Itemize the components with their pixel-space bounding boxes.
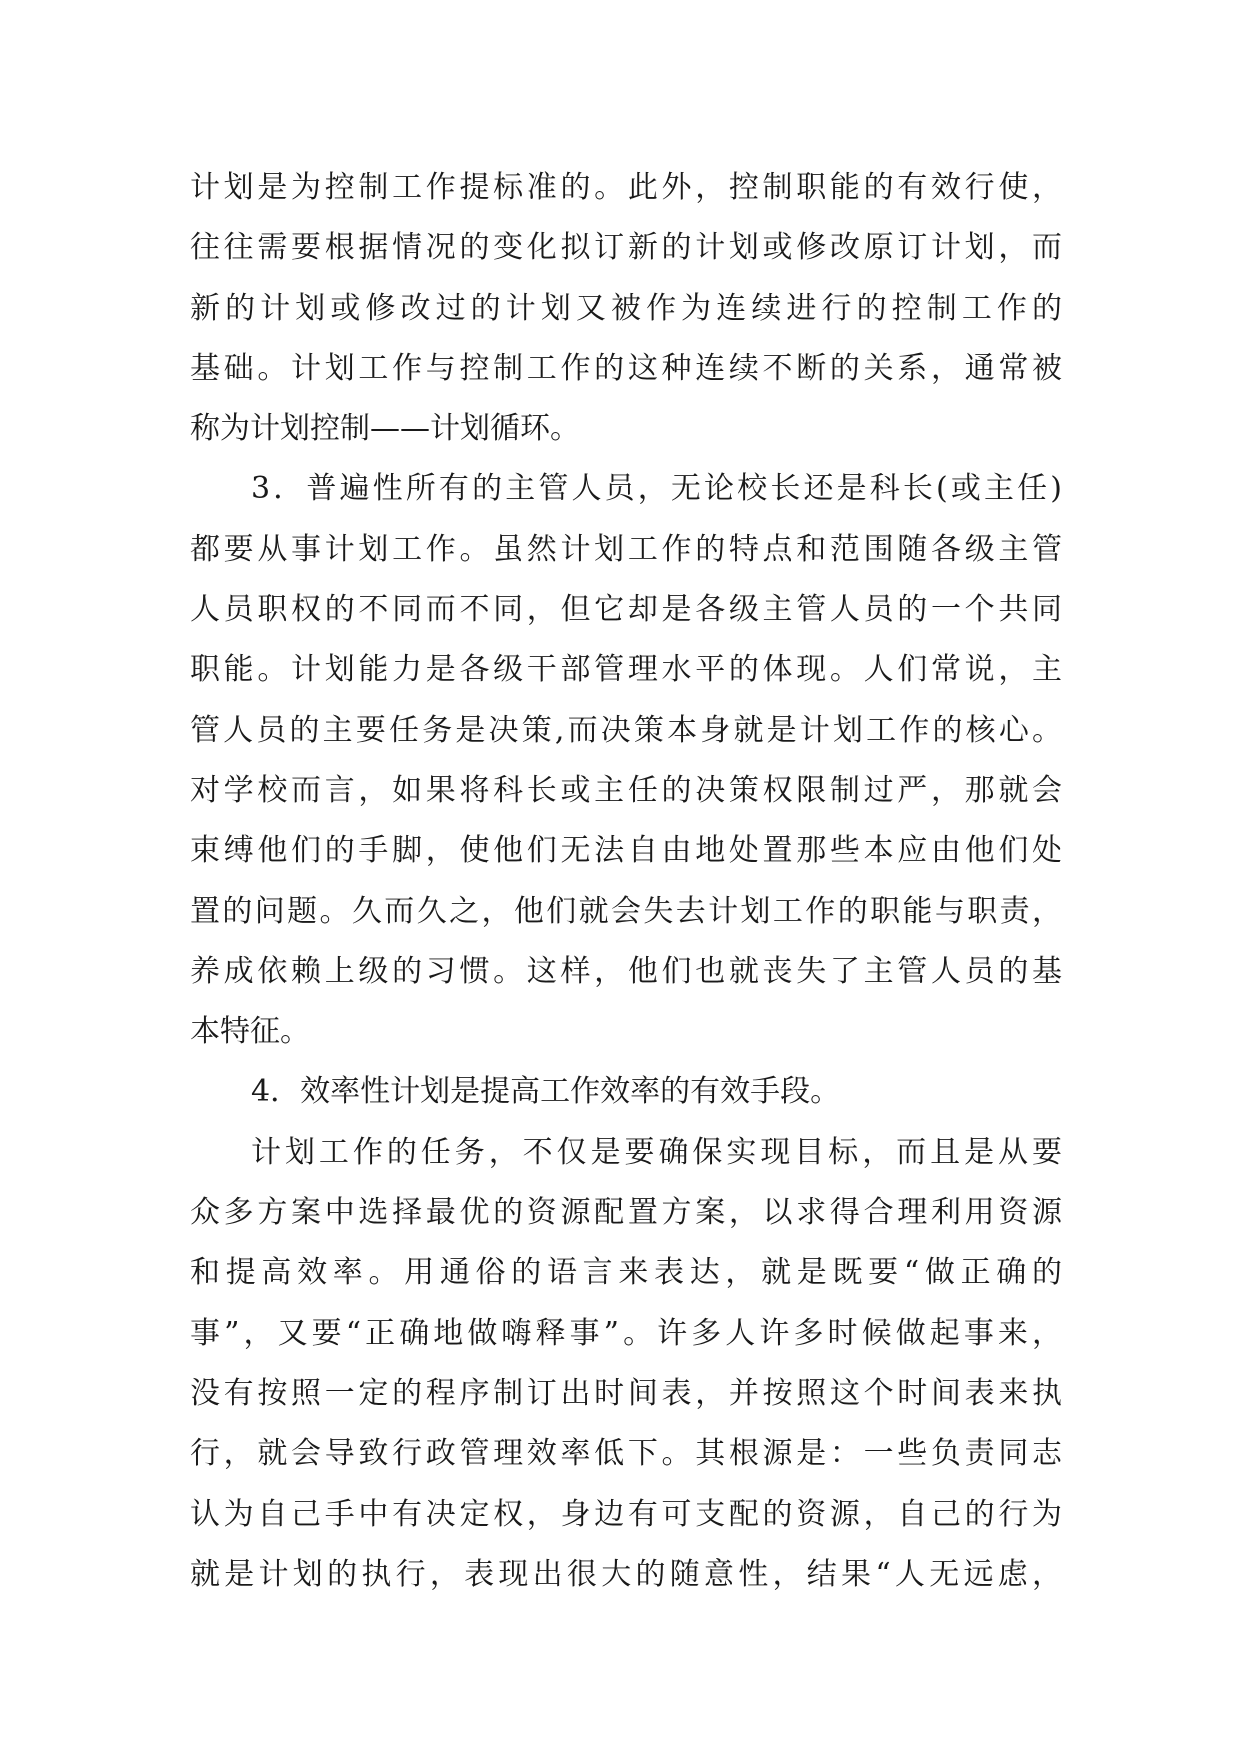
text-line: 众多方案中选择最优的资源配置方案，以求得合理利用资源 xyxy=(190,1195,1062,1231)
text-line: 计划是为控制工作提标准的。此外，控制职能的有效行使， xyxy=(190,170,1062,205)
text-line: 计划工作的任务，不仅是要确保实现目标，而且是从要 xyxy=(251,1134,1062,1170)
text-line: 本特征。 xyxy=(190,1014,310,1050)
text-line: 4．效率性计划是提高工作效率的有效手段。 xyxy=(251,1074,841,1110)
text-line: 就是计划的执行，表现出很大的随意性，结果“人无远虑， xyxy=(190,1556,1062,1592)
text-line: 和提高效率。用通俗的语言来表达，就是既要“做正确的 xyxy=(190,1255,1062,1291)
document-page xyxy=(190,158,1062,1605)
text-line: 认为自己手中有决定权，身边有可支配的资源，自己的行为 xyxy=(190,1496,1062,1532)
text-line: 束缚他们的手脚，使他们无法自由地处置那些本应由他们处 xyxy=(190,833,1062,869)
text-line: 新的计划或修改过的计划又被作为连续进行的控制工作的 xyxy=(190,290,1062,326)
text-line: 没有按照一定的程序制订出时间表，并按照这个时间表来执 xyxy=(190,1375,1062,1411)
text-line: 行，就会导致行政管理效率低下。其根源是：一些负责同志 xyxy=(190,1436,1062,1472)
text-line: 管人员的主要任务是决策,而决策本身就是计划工作的核心。 xyxy=(190,712,1062,748)
text-line: 3．普遍性所有的主管人员，无论校长还是科长(或主任) xyxy=(251,471,1062,507)
text-line: 置的问题。久而久之，他们就会失去计划工作的职能与职责， xyxy=(190,893,1062,929)
text-line: 养成依赖上级的习惯。这样，他们也就丧失了主管人员的基 xyxy=(190,953,1062,989)
text-line: 对学校而言，如果将科长或主任的决策权限制过严，那就会 xyxy=(190,772,1062,808)
text-line: 称为计划控制——计划循环。 xyxy=(190,411,580,447)
text-line: 基础。计划工作与控制工作的这种连续不断的关系，通常被 xyxy=(190,350,1062,386)
text-line: 职能。计划能力是各级干部管理水平的体现。人们常说，主 xyxy=(190,652,1062,688)
text-line: 人员职权的不同而不同，但它却是各级主管人员的一个共同 xyxy=(190,592,1062,628)
text-line: 事”，又要“正确地做嗨释事”。许多人许多时候做起事来， xyxy=(190,1315,1062,1351)
text-line: 往往需要根据情况的变化拟订新的计划或修改原订计划，而 xyxy=(190,230,1062,266)
text-line: 都要从事计划工作。虽然计划工作的特点和范围随各级主管 xyxy=(190,531,1062,567)
